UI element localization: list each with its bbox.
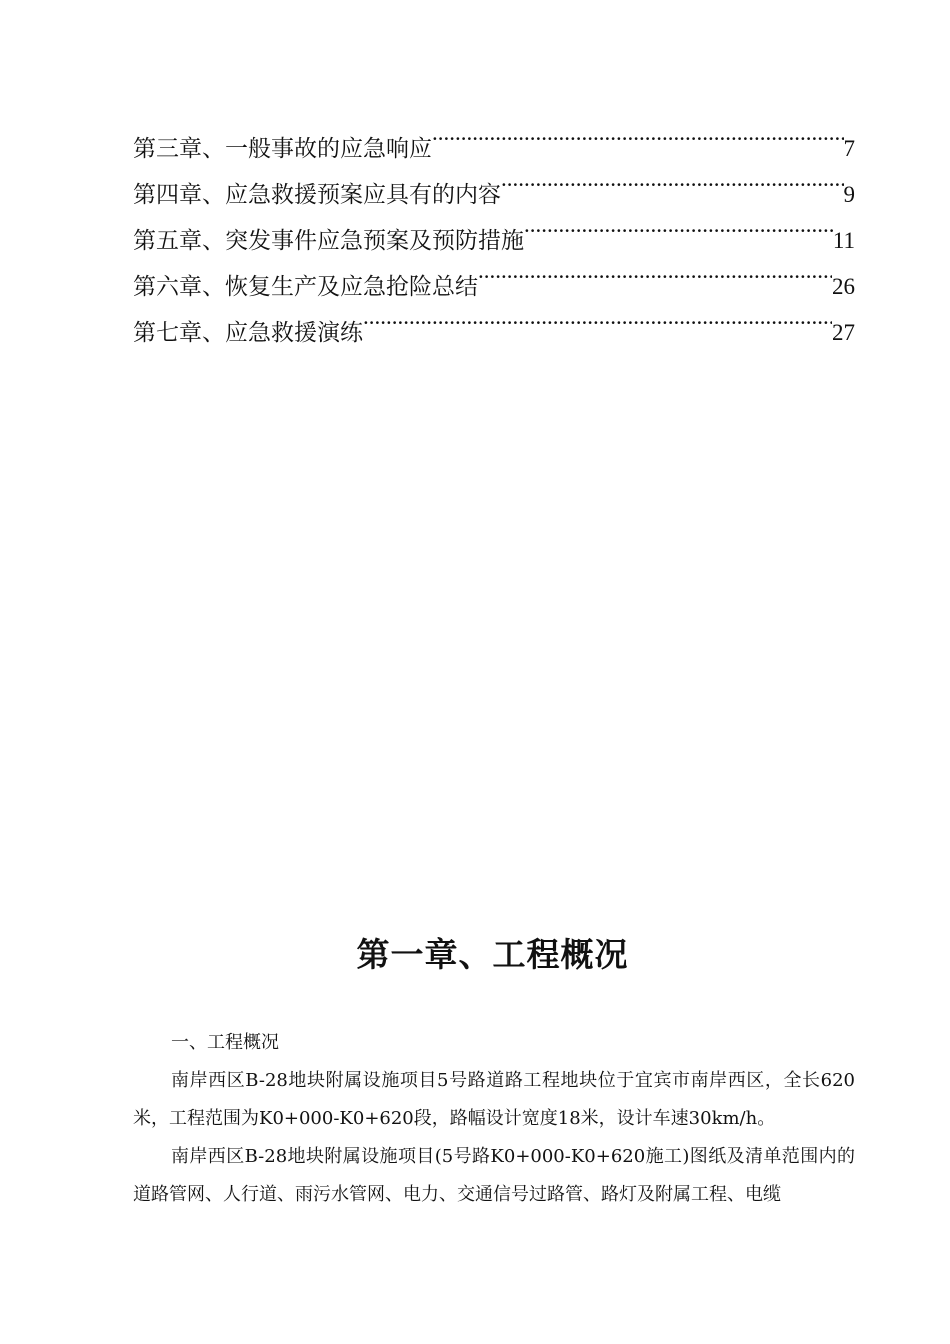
toc-entry-title: 第四章、应急救援预案应具有的内容 bbox=[133, 182, 501, 208]
paragraph-project-location: 南岸西区B-28地块附属设施项目5号路道路工程地块位于宜宾市南岸西区，全长620米，工程范围为K0+000-K0+620段，路幅设计宽度18米，设计车速30km/h。 bbox=[133, 1070, 855, 1129]
toc-entry-page: 26 bbox=[832, 274, 855, 299]
toc-entry-page: 7 bbox=[843, 136, 855, 161]
chapter-title: 第一章、工程概况 bbox=[356, 935, 629, 974]
toc-leader-dots bbox=[363, 294, 832, 340]
toc-entry-page: 9 bbox=[843, 182, 855, 207]
toc-entry-title: 第六章、恢复生产及应急抢险总结 bbox=[133, 274, 478, 300]
toc-leader-dots bbox=[501, 156, 844, 202]
toc-entry-page: 27 bbox=[832, 320, 855, 345]
paragraph-project-scope: 南岸西区B-28地块附属设施项目(5号路K0+000-K0+620施工)图纸及清单范围内的道路管网、人行道、雨污水管网、电力、交通信号过路管、路灯及附属工程、电缆 bbox=[133, 1146, 855, 1205]
toc-entry-chapter-3[interactable] bbox=[133, 110, 855, 162]
toc-entry-page: 11 bbox=[832, 228, 855, 253]
toc-entry-title: 第五章、突发事件应急预案及预防措施 bbox=[133, 228, 524, 254]
toc-leader-dots bbox=[432, 110, 844, 156]
toc-entry-title: 第三章、一般事故的应急响应 bbox=[133, 136, 432, 162]
section-heading: 一、工程概况 bbox=[171, 1032, 279, 1053]
toc-leader-dots bbox=[524, 202, 833, 248]
chapter-body bbox=[133, 1024, 855, 1214]
toc-leader-dots bbox=[478, 248, 832, 294]
toc-entry-title: 第七章、应急救援演练 bbox=[133, 320, 363, 346]
table-of-contents bbox=[133, 110, 855, 346]
